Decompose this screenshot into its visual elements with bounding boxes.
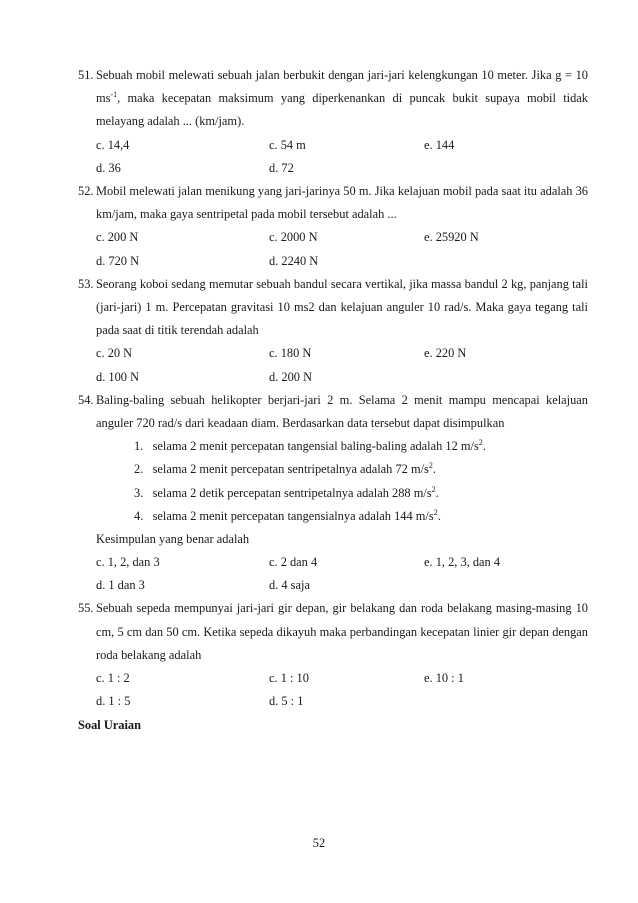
option: d. 100 N [96, 369, 140, 384]
question-51 [78, 64, 588, 180]
superscript: 2 [433, 507, 438, 517]
option: d. 1 : 5 [96, 694, 131, 709]
question-text-part: , maka kecepatan maksimum yang diperkenankan di puncak bukit supaya mobil tidak melayang adalah ... (km/jam). [96, 91, 588, 129]
statement-item [134, 458, 588, 481]
statement-end: . [437, 508, 441, 523]
superscript: -1 [110, 90, 118, 100]
statement-number: 2. [134, 462, 144, 477]
question-text: Seorang koboi sedang memutar sebuah bandul secara vertikal, jika massa bandul 2 kg, panjang tali (jari-jari) 1 m. Percepatan gravitasi 10 ms2 dan kelajuan anguler 10 rad/s. Maka gaya tegang tali pada saat di titik terendah adalah [96, 276, 588, 338]
statement-item [134, 505, 588, 528]
option: c. 200 N [96, 230, 139, 245]
option: d. 1 dan 3 [96, 578, 145, 593]
statement-text: selama 2 menit percepatan tangensialnya adalah 144 m/s [152, 508, 434, 523]
question-text: Baling-baling sebuah helikopter berjari-jari 2 m. Selama 2 menit mampu mencapai kelajuan anguler 720 rad/s dari keadaan diam. Berdasarkan data tersebut dapat disimpulkan [96, 392, 588, 430]
statement-end: . [435, 485, 439, 500]
question-number: 54. [78, 392, 94, 407]
question-text-part: Sebuah mobil melewati sebuah jalan berbukit dengan jari-jari kelengkungan 10 meter. Jika g = 10 ms [96, 68, 588, 106]
statement-number: 1. [134, 439, 144, 454]
option: d. 2240 N [269, 253, 319, 268]
option: c. 2 dan 4 [269, 555, 318, 570]
statement-text: selama 2 menit percepatan sentripetalnya adalah 72 m/s [152, 462, 429, 477]
question-number: 52. [78, 183, 94, 198]
question-text: Mobil melewati jalan menikung yang jari-jarinya 50 m. Jika kelajuan mobil pada saat itu adalah 36 km/jam, maka gaya sentripetal pada mobil tersebut adalah ... [96, 183, 588, 222]
statement-item [134, 435, 588, 458]
option: c. 2000 N [269, 230, 318, 245]
question-number: 51. [78, 68, 94, 82]
answer-options [96, 134, 588, 180]
option: e. 25920 N [424, 230, 479, 245]
option: e. 10 : 1 [424, 671, 464, 686]
statement-end: . [432, 462, 436, 477]
answer-options [96, 226, 588, 272]
question-list [78, 64, 588, 713]
option: c. 1, 2, dan 3 [96, 555, 160, 570]
question-text: Sebuah sepeda mempunyai jari-jari gir depan, gir belakang dan roda belakang masing-masing 10 cm, 5 cm dan 50 cm. Ketika sepeda dikayuh maka perbandingan kecepatan linier gir depan dengan roda belakang adalah [96, 601, 588, 662]
option: e. 144 [424, 137, 455, 152]
superscript: 2 [431, 484, 436, 494]
option: d. 72 [269, 160, 294, 175]
superscript: 2 [478, 438, 483, 448]
statement-number: 3. [134, 485, 144, 500]
option: d. 4 saja [269, 578, 310, 593]
conclusion-prompt: Kesimpulan yang benar adalah [96, 531, 250, 546]
superscript: 2 [428, 461, 433, 471]
question-number: 53. [78, 276, 94, 291]
question-text [96, 64, 588, 134]
option: d. 200 N [269, 369, 313, 384]
statement-text: selama 2 detik percepatan sentripetalnya adalah 288 m/s [152, 485, 432, 500]
answer-options [96, 342, 588, 388]
option: d. 720 N [96, 253, 140, 268]
answer-options [96, 551, 588, 597]
question-55 [78, 597, 588, 713]
option: c. 14,4 [96, 137, 130, 152]
question-52 [78, 180, 588, 273]
statement-number: 4. [134, 508, 144, 523]
answer-options [96, 667, 588, 713]
option: c. 1 : 2 [96, 671, 130, 686]
option: c. 54 m [269, 137, 306, 152]
option: c. 180 N [269, 346, 312, 361]
statement-end: . [482, 439, 486, 454]
option: e. 220 N [424, 346, 467, 361]
option: c. 1 : 10 [269, 671, 309, 686]
option: d. 5 : 1 [269, 694, 304, 709]
section-title: Soal Uraian [78, 718, 141, 732]
statement-text: selama 2 menit percepatan tangensial baling-baling adalah 12 m/s [152, 439, 479, 454]
statement-list [78, 435, 588, 528]
option: d. 36 [96, 160, 121, 175]
statement-item [134, 482, 588, 505]
option: e. 1, 2, 3, dan 4 [424, 555, 501, 570]
question-53 [78, 273, 588, 389]
question-number: 55. [78, 601, 94, 616]
option: c. 20 N [96, 346, 133, 361]
page-number: 52 [312, 836, 326, 850]
question-54 [78, 389, 588, 598]
